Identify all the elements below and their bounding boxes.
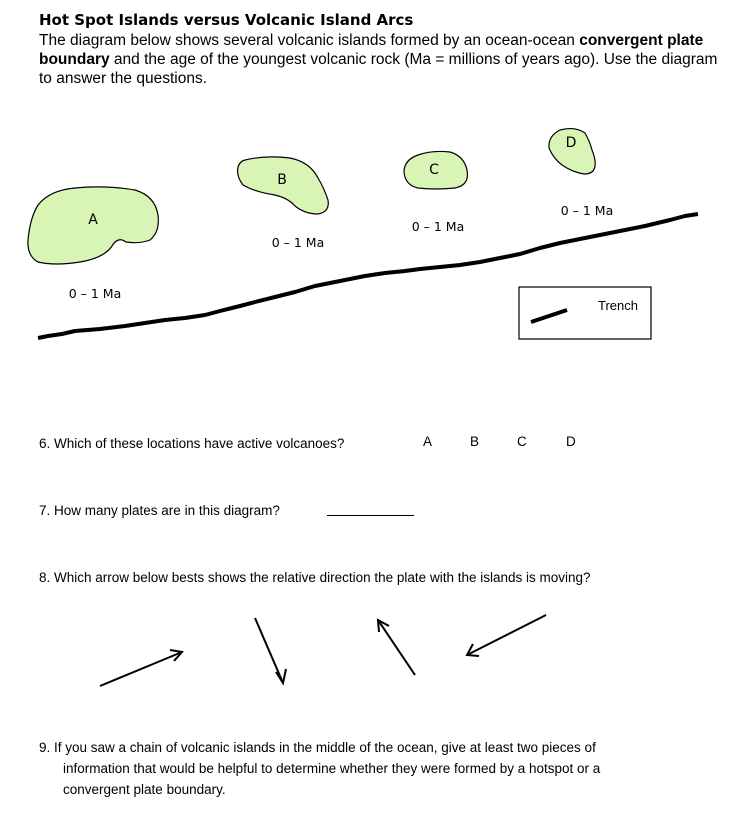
choice-a[interactable]: A <box>423 434 433 449</box>
island-label-c: C <box>429 162 439 178</box>
intro-text-3: and the age of the youngest volcanic rock (Ma = millions of years ago). Use the diagram to answer the questions. <box>39 51 718 87</box>
intro-bold-convergent: convergent <box>579 32 663 49</box>
island-label-b: B <box>277 172 287 188</box>
intro-text-1: The diagram below shows several volcanic islands formed by an ocean-ocean <box>39 32 580 49</box>
question-8: 8. Which arrow below bests shows the relative direction the plate with the islands is moving? <box>39 570 591 585</box>
question-9-line-1: 9. If you saw a chain of volcanic islands in the middle of the ocean, give at least two pieces of <box>39 740 596 755</box>
island-age-a: 0 – 1 Ma <box>68 286 122 301</box>
legend-box <box>519 287 651 339</box>
worksheet-title: Hot Spot Islands versus Volcanic Island Arcs <box>39 11 414 29</box>
choice-c[interactable]: C <box>517 434 527 449</box>
island-age-c: 0 – 1 Ma <box>411 219 465 234</box>
legend-trench-label: Trench <box>598 298 638 313</box>
choice-d[interactable]: D <box>566 434 576 449</box>
question-9-line-2: information that would be helpful to determine whether they were formed by a hotspot or a <box>63 761 601 776</box>
question-9-line-3: convergent plate boundary. <box>63 782 226 797</box>
island-label-d: D <box>565 135 577 151</box>
answer-blank-q7[interactable] <box>327 515 414 516</box>
arrow-choice-southwest[interactable] <box>467 615 546 656</box>
arrow-choice-northwest[interactable] <box>378 620 415 675</box>
island-label-a: A <box>88 212 98 228</box>
island-age-b: 0 – 1 Ma <box>271 235 325 250</box>
arrow-choice-northeast[interactable] <box>100 650 182 686</box>
choice-b[interactable]: B <box>470 434 480 449</box>
intro-bold-plate-boundary: plate boundary <box>39 32 704 68</box>
island-age-d: 0 – 1 Ma <box>560 203 614 218</box>
question-7: 7. How many plates are in this diagram? <box>39 503 280 518</box>
question-9 <box>39 737 699 800</box>
question-6: 6. Which of these locations have active volcanoes? <box>39 436 345 451</box>
arrow-choice-south[interactable] <box>255 618 286 683</box>
